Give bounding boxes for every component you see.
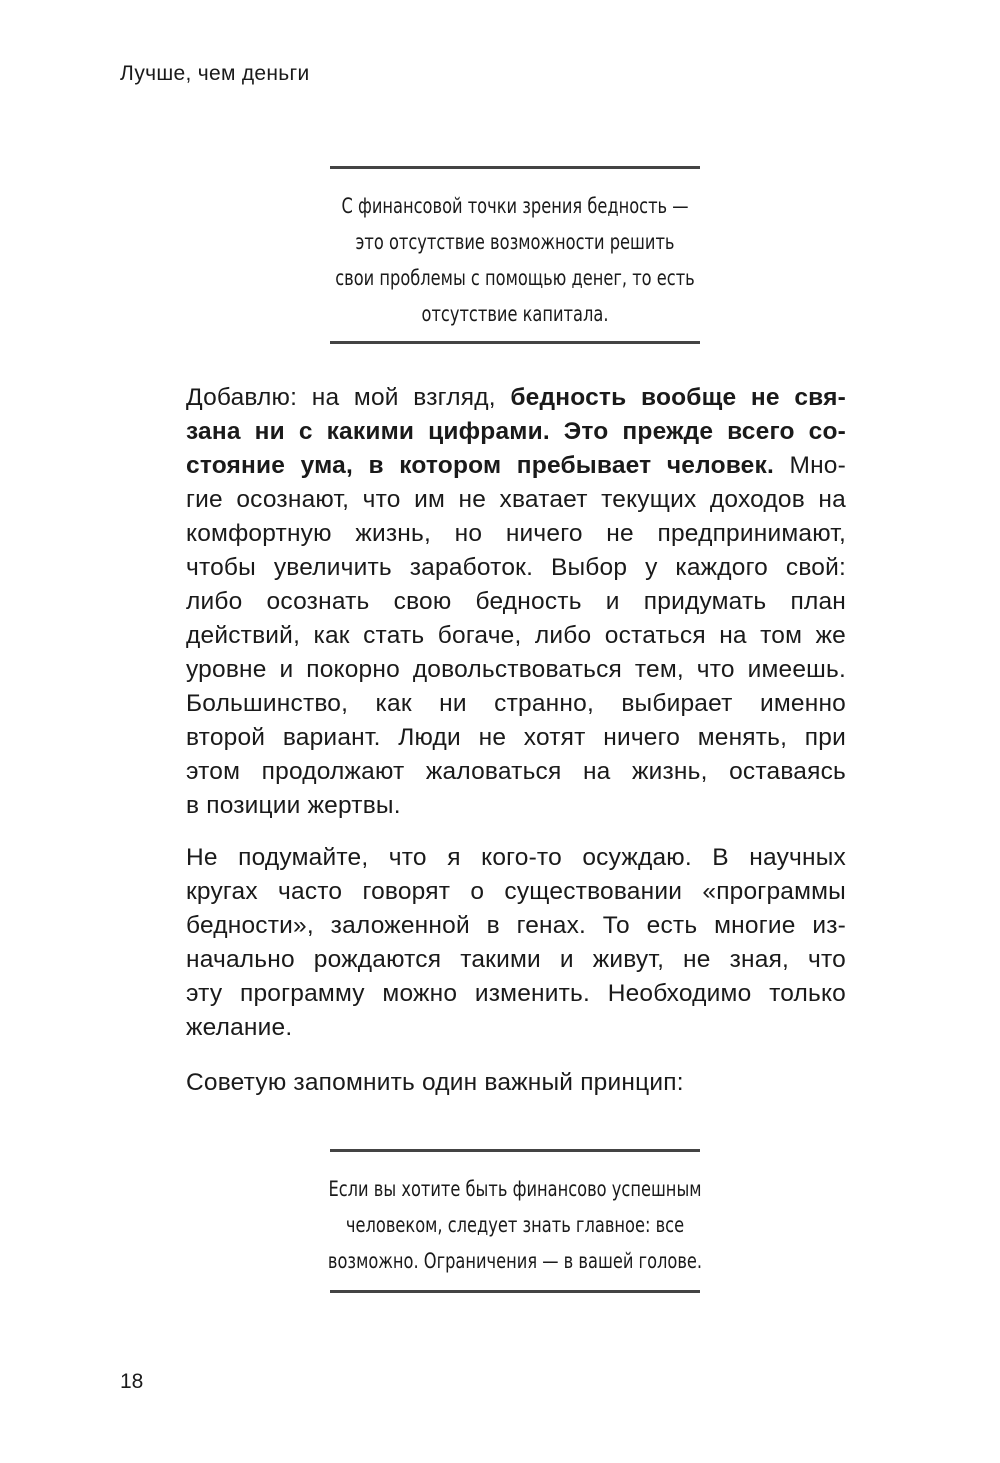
paragraph-3 bbox=[186, 1066, 846, 1100]
text-bold: бедность вообще не свя- bbox=[510, 384, 846, 411]
quote-rule-top bbox=[330, 166, 700, 169]
pull-quote-line: человеком, следует знать главное: все bbox=[345, 1213, 685, 1237]
paragraph-line: второй вариант. Люди не хотят ничего менять, при bbox=[186, 724, 846, 751]
pull-quote-line: отсутствие капитала. bbox=[421, 302, 609, 326]
pull-quote-1 bbox=[287, 188, 743, 332]
paragraph-line: кругах часто говорят о существовании «программы bbox=[186, 878, 846, 905]
text-regular: Мно- bbox=[773, 452, 846, 479]
page-number: 18 bbox=[120, 1370, 144, 1393]
paragraph-line: уровне и покорно довольствоваться тем, что имеешь. bbox=[186, 656, 846, 683]
text-regular: Добавлю: на мой взгляд, bbox=[186, 384, 511, 411]
paragraph-line: этом продолжают жаловаться на жизнь, оставаясь bbox=[186, 758, 846, 785]
paragraph-line: чтобы увеличить заработок. Выбор у каждого свой: bbox=[186, 554, 846, 581]
paragraph-line: либо осознать свою бедность и придумать план bbox=[186, 588, 846, 615]
paragraph-line: эту программу можно изменить. Необходимо только bbox=[186, 980, 846, 1007]
quote-rule-bottom bbox=[330, 341, 700, 344]
pull-quote-2 bbox=[287, 1171, 743, 1279]
running-head: Лучше, чем деньги bbox=[120, 62, 310, 85]
paragraph-line: комфортную жизнь, но ничего не предпринимают, bbox=[186, 520, 846, 547]
pull-quote-line: возможно. Ограничения — в вашей голове. bbox=[327, 1249, 703, 1273]
paragraph-line: зана ни с какими цифрами. Это прежде всего со- bbox=[186, 418, 846, 445]
pull-quote-line: С финансовой точки зрения бедность — bbox=[341, 194, 689, 218]
paragraph-line: Советую запомнить один важный принцип: bbox=[186, 1069, 684, 1096]
pull-quote-line: Если вы хотите быть финансово успешным bbox=[328, 1177, 702, 1201]
paragraph-line: бедности», заложенной в генах. То есть многие из- bbox=[186, 912, 846, 939]
paragraph-line: Большинство, как ни странно, выбирает именно bbox=[186, 690, 846, 717]
pull-quote-line: это отсутствие возможности решить bbox=[355, 230, 675, 254]
text-bold: стояние ума, в котором пребывает человек. bbox=[186, 452, 774, 479]
paragraph-1 bbox=[186, 381, 846, 823]
paragraph-line: гие осознают, что им не хватает текущих доходов на bbox=[186, 486, 846, 513]
paragraph-line: в позиции жертвы. bbox=[186, 792, 401, 819]
pull-quote-line: свои проблемы с помощью денег, то есть bbox=[335, 266, 695, 290]
paragraph-line bbox=[186, 449, 846, 483]
paragraph-line: Не подумайте, что я кого-то осуждаю. В научных bbox=[186, 844, 846, 871]
paragraph-line: желание. bbox=[186, 1014, 293, 1041]
paragraph-line: начально рождаются такими и живут, не зная, что bbox=[186, 946, 846, 973]
quote-rule-top bbox=[330, 1149, 700, 1152]
paragraph-2 bbox=[186, 841, 846, 1045]
paragraph-line bbox=[186, 381, 846, 415]
paragraph-line: действий, как стать богаче, либо остаться на том же bbox=[186, 622, 846, 649]
quote-rule-bottom bbox=[330, 1290, 700, 1293]
